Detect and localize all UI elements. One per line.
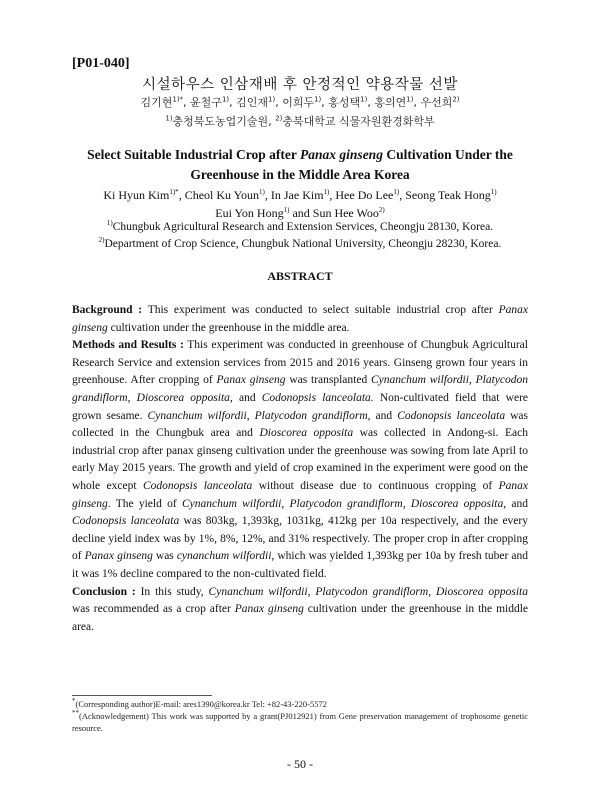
en-author: In Jae Kim (270, 188, 324, 202)
ko-author: 홍의연 (374, 96, 407, 109)
korean-authors: 김기현$^{1)*}$, 윤철구$^{1)}$, 김인재$^{1)}$, 이희두$^{1)}$, 홍성택$^{1)}$, 홍의연$^{1)}$, 우선희$^{2)}$ (140, 95, 460, 109)
species-name: Cynanchum wilfordii, Platycodon grandiflorm, Dioscorea opposita (208, 585, 528, 598)
affil-mark: 1) (259, 188, 265, 196)
en-author: Cheol Ku Youn (184, 188, 260, 202)
text-run: This experiment was conducted to select suitable industrial crop after (142, 304, 499, 316)
methods-paragraph (72, 337, 528, 583)
affiliation-text: Chungbuk Agricultural Research and Extension Services, Cheongju 28130, Korea. (112, 221, 494, 233)
footnote-corresponding (72, 699, 528, 711)
affil-mark: 2) (452, 95, 460, 104)
affil-mark: 1) (268, 95, 276, 104)
text-run: cultivation under the greenhouse in the middle area. (72, 603, 529, 633)
affiliation-text: Department of Crop Science, Chungbuk National University, Cheongju 28230, Korea. (104, 238, 502, 250)
species-name: Cynanchum wilfordii, Platycodon grandiflorm, Dioscorea opposita, (181, 497, 507, 510)
species-name: Cynanchum wilfordii, Platycodon grandiflorm, (147, 409, 371, 422)
affil-mark: 2) (275, 114, 283, 123)
text-run: was transplanted (285, 374, 372, 387)
en-author: Ki Hyun Kim (103, 188, 170, 202)
title-text: Select Suitable Industrial Crop after (87, 147, 301, 162)
ko-affiliation: 충북대학교 식물자원환경화학부 (282, 115, 435, 128)
affil-mark: 1) (165, 114, 173, 123)
korean-title: 시설하우스 인삼재배 후 안정적인 약용작물 선발 (142, 77, 458, 93)
affil-mark: 1) (393, 188, 400, 196)
ko-author: 김인재 (236, 96, 269, 109)
species-name: Codonopsis lanceolata (142, 479, 253, 492)
species-name: Panax ginseng (216, 374, 286, 387)
background-label: Background : (72, 304, 143, 316)
text-run: was (152, 550, 177, 563)
poster-code: [P01-040] (72, 56, 130, 71)
affil-mark: 1)* (169, 188, 179, 196)
text-run: was 803kg, 1,393kg, 1031kg, 412kg per 10a respectively, and the every decline yield index was by 1%, 8%, 12%, and 31% respectively. The proper crop in after cropping of (72, 515, 528, 563)
text-run: In this study, (135, 585, 209, 598)
background-paragraph (72, 302, 528, 337)
text-run: and (506, 497, 528, 510)
text-run: Non-cultivated field that were grown sesame. (72, 391, 528, 422)
affil-mark: 1) (406, 95, 414, 104)
en-author: Sun Hee Woo (312, 206, 379, 220)
en-author: Hee Do Lee (335, 188, 394, 202)
affil-mark: 1) (221, 95, 230, 104)
species-name: Dioscorea opposita (259, 427, 354, 440)
affil-mark: 1) (106, 219, 113, 228)
species-name: Panax ginseng (84, 550, 153, 563)
title-text: Cultivation Under the (382, 147, 513, 162)
en-author: Eui Yon Hong (215, 206, 284, 220)
english-affiliation-1 (60, 221, 540, 233)
text-run: and (370, 409, 398, 422)
title-text: Greenhouse in the Middle Area Korea (190, 167, 410, 182)
species-name: Codonopsis lanceolata (72, 515, 180, 528)
species-name: Codonopsis lanceolata (397, 409, 506, 422)
page-number: - 50 - (287, 757, 313, 771)
ko-author: 윤철구 (190, 96, 222, 109)
en-author: Seong Teak Hong (405, 188, 491, 202)
species-name: Panax ginseng (72, 479, 528, 510)
affil-mark: 1) (323, 188, 330, 196)
footnote-text: (Acknowledgement) This work was supported by a grant(PJ012921) from Gene preservation management of trophosome genetic resource. (72, 711, 528, 733)
ko-author: 홍성택 (328, 96, 361, 109)
footnote-divider (72, 695, 212, 696)
ko-author: 이희두 (282, 96, 315, 109)
ko-author: 김기현 (140, 96, 173, 109)
affil-mark: 1) (283, 206, 290, 214)
text-run: and (232, 391, 262, 404)
conclusion-label: Conclusion : (72, 585, 136, 598)
korean-affiliations: $^{1)}$충청북도농업기술원, $^{2)}$충북대학교 식물자원환경화학부 (165, 114, 435, 128)
affil-mark: 1) (360, 95, 368, 104)
methods-label: Methods and Results : (72, 339, 184, 352)
english-affiliation-2 (60, 238, 540, 250)
footnote-mark: * (72, 697, 76, 706)
text-run: which was yielded 1,393kg per 10a by fresh tuber and it was 1% decline compared to the non-cultivated field. (72, 550, 528, 580)
species-name: Panax ginseng (72, 304, 529, 334)
title-species: Panax ginseng (300, 147, 383, 162)
affil-mark: 1) (314, 95, 322, 104)
ko-author: 우선희 (420, 96, 453, 109)
and-text: and (289, 206, 313, 220)
english-title (60, 145, 540, 185)
species-name: Panax ginseng (234, 603, 304, 616)
footnote-text: (Corresponding author)E-mail: ares1390@korea.kr Tel: +82-43-220-5572 (75, 699, 327, 709)
footnote-acknowledgement (72, 711, 528, 734)
text-run: . The yield of (107, 497, 182, 510)
affil-mark: 1)* (172, 95, 184, 104)
species-name: Codonopsis lanceolata. (261, 391, 374, 404)
footnote-mark: ** (72, 709, 79, 718)
species-name: Cynanchum wilfordii, Platycodon grandiflorm, Dioscorea opposita, (72, 374, 528, 404)
text-run: was collected in Andong-si. Each industrial crop after panax ginseng cultivation under the greenhouse was sowing from late April to early May 2015 years. The growth and yield of crop examined in the experiment were good on the whole except (72, 427, 528, 492)
affil-mark: 1) (490, 188, 497, 196)
abstract-body (72, 302, 528, 636)
text-run: was recommended as a crop after (72, 603, 235, 616)
species-name: cynanchum wilfordii, (176, 550, 275, 563)
english-authors: Ki Hyun Kim$^{1)*}$, Cheol Ku Youn$^{1)}$, In Jae Kim$^{1)}$, Hee Do Lee$^{1)}$, Seong Teak Hong$^{1)}$ Eui Yon Hong$^{1)}$ and Sun Hee Woo$^{2)}$ (103, 188, 497, 220)
conclusion-paragraph (72, 584, 528, 637)
affil-mark: 2) (378, 206, 385, 214)
ko-affiliation: 충청북도농업기술원 (172, 115, 269, 128)
abstract-heading: ABSTRACT (267, 269, 333, 283)
text-run: was collected in the Chungbuk area and (72, 409, 529, 440)
text-run: This experiment was conducted in greenhouse of Chungbuk Agricultural Research Service and extension services from 2015 and 2016 years. Ginseng grown four years in greenhouse. After cropping of (72, 339, 528, 387)
text-run: without disease due to continuous cropping of (252, 479, 499, 492)
affil-mark: 2) (98, 236, 105, 245)
text-run: cultivation under the greenhouse in the middle area. (107, 321, 350, 334)
